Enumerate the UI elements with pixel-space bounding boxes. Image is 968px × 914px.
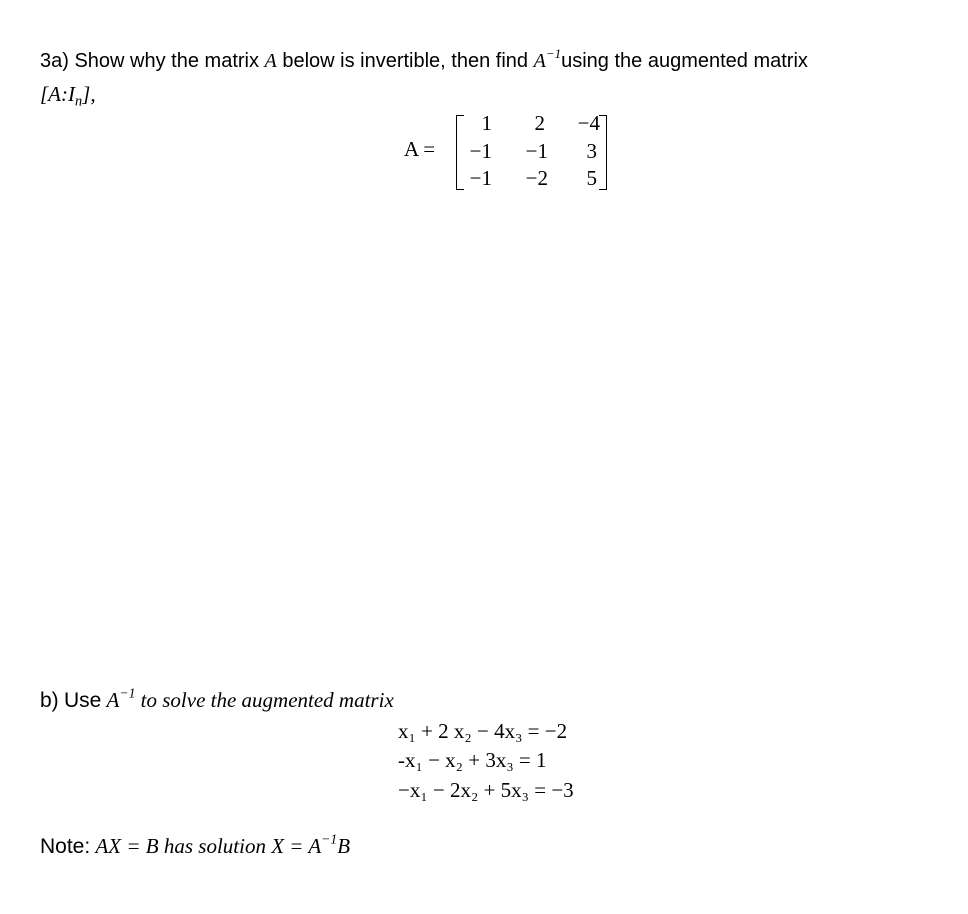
equation-3: −x₁ − 2x₂ + 5x₃ = −3 (398, 778, 574, 802)
question-text: below is invertible, then find (282, 50, 529, 72)
inverse-exponent: −1 (545, 45, 562, 61)
question-text: Use (63, 689, 102, 712)
inverse-exponent: −1 (119, 685, 136, 701)
matrix-cell: 3 (586, 139, 597, 163)
note-formula: AX = B has solution $X = A^{-1}B$ (95, 831, 351, 858)
inverse-variable: $A^{-1}$ (533, 45, 562, 72)
equation-2: -x₁ − x₂ + 3x₃ = 1 (398, 748, 547, 772)
matrix-variable: A (264, 50, 277, 72)
matrix-cell: −2 (525, 166, 548, 190)
matrix-cell: 2 (534, 111, 545, 135)
question-text: using the augmented matrix (561, 50, 808, 72)
inverse-variable: $A^{-1}$ (106, 685, 136, 712)
question-3a-text (40, 45, 808, 73)
question-3b-text (40, 685, 394, 713)
matrix-cell: −1 (469, 166, 492, 190)
matrix-cell: 1 (481, 111, 492, 135)
matrix-right-bracket (599, 115, 607, 190)
question-text: Show why the matrix (74, 50, 259, 72)
question-label: 3a) (40, 50, 69, 72)
note-label: Note: (40, 835, 91, 858)
matrix-cell: 5 (586, 166, 597, 190)
note-text (40, 831, 351, 859)
question-text: to solve the augmented matrix (140, 688, 394, 712)
question-label: b) (40, 689, 59, 712)
equation-1: x₁ + 2 x₂ − 4x₃ = −2 (398, 719, 568, 743)
matrix-label: A = (404, 137, 436, 161)
matrix-cell: −1 (469, 139, 492, 163)
matrix-cell: −1 (525, 139, 548, 163)
matrix-cell: −4 (577, 111, 600, 135)
augmented-notation: $[A:I_n]$, (40, 82, 96, 110)
